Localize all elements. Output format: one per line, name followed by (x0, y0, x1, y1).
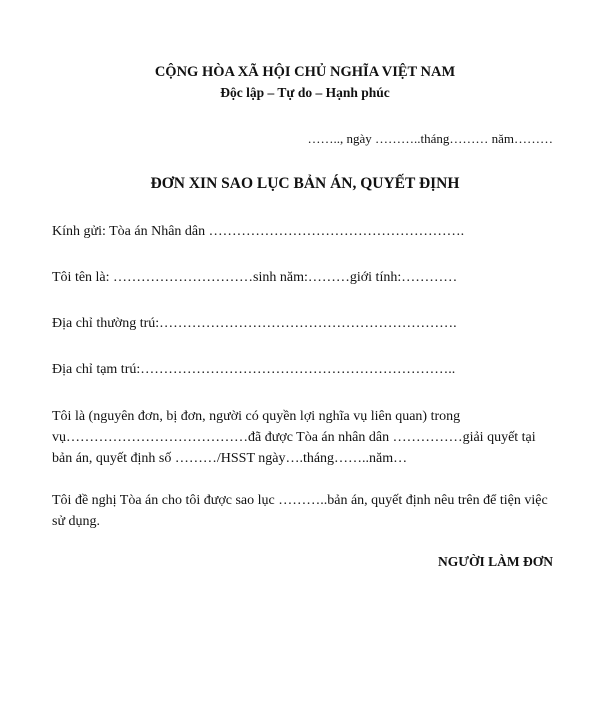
statement-paragraph: Tôi là (nguyên đơn, bị đơn, người có quyền lợi nghĩa vụ liên quan) trong vụ…………………………………đã được Tòa án nhân dân ……………giải quyết tại bản án, quyết định số ………/HSST ngày….tháng……..năm… (52, 409, 536, 466)
permanent-address-line: Địa chỉ thường trú:………………………………………………………. (52, 316, 457, 331)
recipient-line: Kính gửi: Tòa án Nhân dân ………………………………………………. (52, 224, 465, 239)
signer-label: NGƯỜI LÀM ĐƠN (438, 554, 553, 569)
national-title: CỘNG HÒA XÃ HỘI CHỦ NGHĨA VIỆT NAM (154, 64, 456, 80)
request-paragraph: Tôi đề nghị Tòa án cho tôi được sao lục ………..bản án, quyết định nêu trên để tiện việc sử dụng. (52, 493, 548, 529)
national-motto: Độc lập – Tự do – Hạnh phúc (220, 85, 390, 100)
date-line: …….., ngày ………..tháng……… năm……… (307, 131, 553, 146)
document-title: ĐƠN XIN SAO LỤC BẢN ÁN, QUYẾT ĐỊNH (150, 175, 460, 192)
temporary-address-line: Địa chỉ tạm trú:………………………………………………………….. (52, 362, 456, 377)
name-line: Tôi tên là: …………………………sinh năm:………giới tính:………… (52, 270, 458, 285)
